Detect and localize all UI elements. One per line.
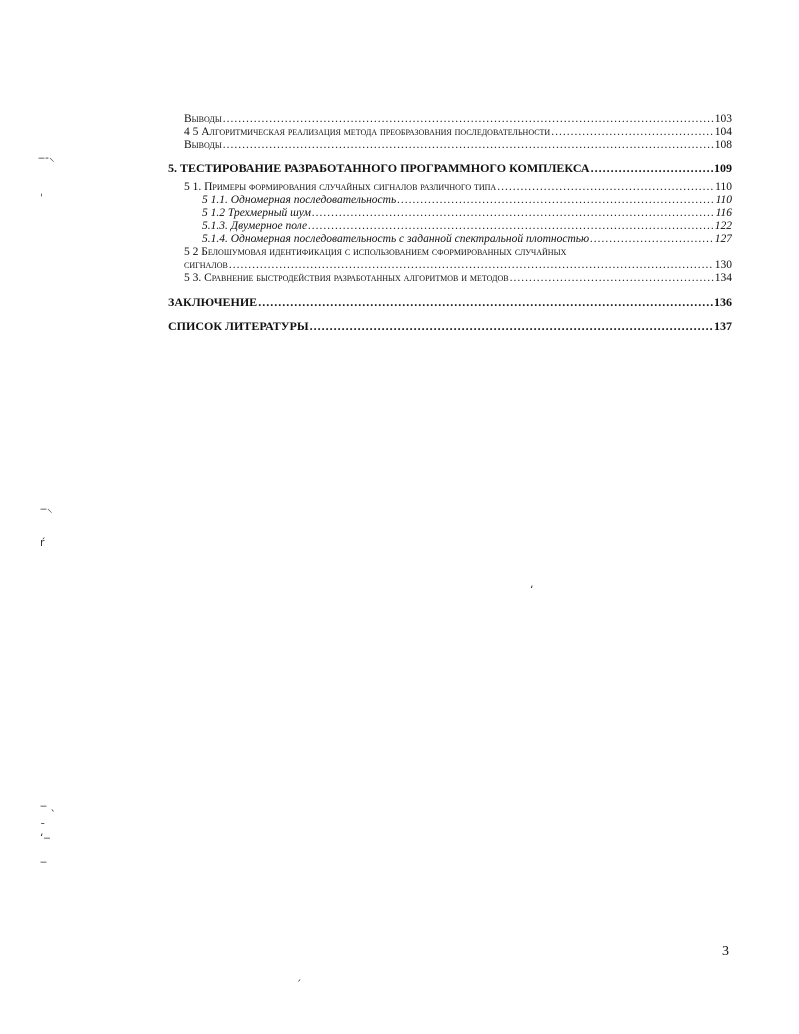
toc-entry-label: сигналов xyxy=(184,259,228,271)
scan-artifact: ʻ‒ xyxy=(40,831,51,844)
toc-entry-label: 5 3. Сравнение быстродействия разработанных алгоритмов и методов xyxy=(184,272,509,284)
toc-chapter-page: 109 xyxy=(714,161,732,175)
scan-artifact: ˏ xyxy=(296,969,302,982)
page-number: 3 xyxy=(722,944,729,959)
toc-entry-label: 5.1.4. Одномерная последовательность с заданной спектральной плотностью xyxy=(202,233,590,245)
toc-entry-conclusions-4 xyxy=(168,113,732,126)
toc-entry-label: 5 1.1. Одномерная последовательность xyxy=(202,194,397,206)
toc-entry-page: 116 xyxy=(715,207,732,219)
toc-entry-5-1-3 xyxy=(168,220,732,233)
toc-entry-page: 127 xyxy=(714,233,732,245)
toc-entry-5-1-1 xyxy=(168,194,732,207)
toc-chapter-page: 136 xyxy=(714,295,732,309)
scan-artifact: ŕ xyxy=(40,536,45,549)
toc-entry-5-1-4 xyxy=(168,233,732,246)
toc-entry-label: 4 5 Алгоритмическая реализация метода преобразования последовательности xyxy=(184,126,551,138)
toc-references xyxy=(168,319,732,333)
toc-entry-conclusions-4b xyxy=(168,139,732,152)
scan-artifact: ʻ xyxy=(530,583,534,596)
toc-entry-page: 110 xyxy=(715,181,732,193)
scan-artifact: ‒ ˎ xyxy=(40,799,56,812)
toc-entry-5-2-line1: 5 2 Белошумовая идентификация с использованием сформированных случайных xyxy=(184,246,567,258)
toc-entry-page: 110 xyxy=(715,194,732,206)
toc-entry-label: Выводы xyxy=(184,139,222,151)
table-of-contents xyxy=(168,113,732,339)
toc-chapter-label: 5. ТЕСТИРОВАНИЕ РАЗРАБОТАННОГО ПРОГРАММНОГО КОМПЛЕКСА xyxy=(168,161,590,175)
scan-artifact: ‒ xyxy=(40,855,47,868)
toc-chapter-page: 137 xyxy=(714,319,732,333)
toc-entry-label: 5 1. Примеры формирования случайных сигналов различного типа xyxy=(184,181,497,193)
toc-entry-page: 130 xyxy=(714,259,732,271)
toc-entry-5-2 xyxy=(168,259,732,272)
toc-entry-5-3 xyxy=(168,272,732,285)
toc-entry-page: 104 xyxy=(714,126,732,138)
toc-conclusion xyxy=(168,295,732,309)
toc-entry-page: 103 xyxy=(714,113,732,125)
scan-artifact: ‒‐⸜ xyxy=(38,151,55,164)
toc-chapter-label: СПИСОК ЛИТЕРАТУРЫ xyxy=(168,319,309,333)
toc-entry-page: 134 xyxy=(714,272,732,284)
toc-entry-5-1-2 xyxy=(168,207,732,220)
toc-chapter-label: ЗАКЛЮЧЕНИЕ xyxy=(168,295,258,309)
toc-entry-label: 5 1.2 Трехмерный шум xyxy=(202,207,311,219)
toc-entry-5-1 xyxy=(168,181,732,194)
toc-entry-page: 108 xyxy=(714,139,732,151)
toc-entry-label: Выводы xyxy=(184,113,222,125)
scan-artifact: ˉ xyxy=(40,821,46,834)
toc-entry-page: 122 xyxy=(714,220,732,232)
toc-entry-label: 5.1.3. Двумерное поле xyxy=(202,220,308,232)
toc-entry-4-5 xyxy=(168,126,732,139)
scan-artifact: ˌ xyxy=(40,185,44,198)
toc-chapter-5 xyxy=(168,161,732,175)
scan-artifact: ‒⸜ xyxy=(40,502,53,515)
